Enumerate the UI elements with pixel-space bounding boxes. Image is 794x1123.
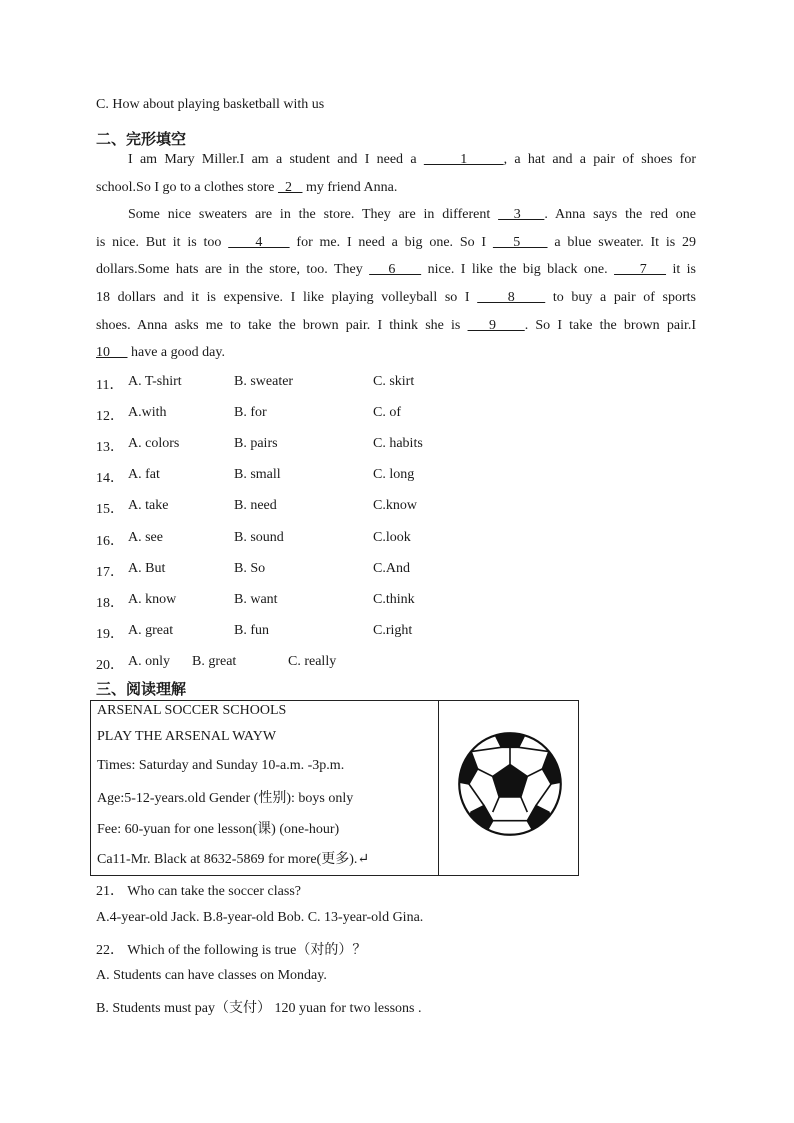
question-21-stem: 21． Who can take the soccer class? bbox=[96, 884, 301, 899]
question-11-option-b[interactable]: B. sweater bbox=[234, 374, 294, 389]
blank-3[interactable]: 3 bbox=[498, 207, 545, 222]
question-11-option-c[interactable]: C. skirt bbox=[373, 374, 415, 389]
question-19-number: 19． bbox=[96, 627, 124, 642]
question-18-number: 18． bbox=[96, 596, 124, 611]
question-18-option-c[interactable]: C.think bbox=[373, 592, 415, 607]
question-20-option-b[interactable]: B. great bbox=[192, 654, 237, 669]
ad-line-4: Age:5-12-years.old Gender (性别): boys only bbox=[97, 791, 354, 806]
question-13-option-a[interactable]: A. colors bbox=[128, 436, 180, 451]
question-20-option-a[interactable]: A. only bbox=[128, 654, 170, 669]
question-10-option-c: C. How about playing basketball with us bbox=[96, 97, 325, 112]
soccer-ball-icon bbox=[456, 730, 564, 838]
question-16-option-a[interactable]: A. see bbox=[128, 530, 163, 545]
passage-line-8: 10 have a good day. bbox=[96, 345, 225, 360]
section-reading-heading: 三、阅读理解 bbox=[96, 680, 187, 698]
ad-line-5: Fee: 60-yuan for one lesson(课) (one-hour) bbox=[97, 822, 340, 837]
question-20-number: 20． bbox=[96, 658, 124, 673]
ad-line-2: PLAY THE ARSENAL WAYW bbox=[97, 729, 277, 744]
question-13-number: 13． bbox=[96, 440, 124, 455]
blank-8[interactable]: 8 bbox=[477, 290, 546, 305]
passage-line-2: school.So I go to a clothes store 2 my friend Anna. bbox=[96, 180, 398, 195]
question-22-option-a[interactable]: A. Students can have classes on Monday. bbox=[96, 968, 327, 983]
passage-line-4: is nice. But it is too 4 for me. I need a big one. So I 5 a blue sweater. It is 29 bbox=[96, 235, 697, 250]
blank-10[interactable]: 10 bbox=[96, 345, 110, 360]
question-22-stem: 22． Which of the following is true（对的）？ bbox=[96, 943, 367, 958]
question-17-option-c[interactable]: C.And bbox=[373, 561, 410, 576]
question-17-option-b[interactable]: B. So bbox=[234, 561, 266, 576]
question-18-option-a[interactable]: A. know bbox=[128, 592, 177, 607]
blank-5[interactable]: 5 bbox=[492, 235, 548, 250]
question-12-number: 12． bbox=[96, 409, 124, 424]
question-19-option-a[interactable]: A. great bbox=[128, 623, 174, 638]
question-18-option-b[interactable]: B. want bbox=[234, 592, 278, 607]
passage-line-1: I am Mary Miller.I am a student and I need a 1 , a hat and a pair of shoes for bbox=[128, 152, 697, 167]
question-12-option-a[interactable]: A.with bbox=[128, 405, 167, 420]
question-22-option-b[interactable]: B. Students must pay（支付） 120 yuan for two lessons . bbox=[96, 1001, 422, 1016]
blank-2[interactable]: 2 bbox=[277, 180, 303, 195]
passage-line-3: Some nice sweaters are in the store. They are in different 3 . Anna says the red one bbox=[128, 207, 697, 222]
question-16-number: 16． bbox=[96, 534, 124, 549]
question-20-option-c[interactable]: C. really bbox=[288, 654, 337, 669]
question-17-option-a[interactable]: A. But bbox=[128, 561, 166, 576]
passage-line-6: 18 dollars and it is expensive. I like playing volleyball so I 8 to buy a pair of sports bbox=[96, 290, 696, 305]
question-21-options[interactable]: A.4-year-old Jack. B.8-year-old Bob. C. 13-year-old Gina. bbox=[96, 910, 424, 925]
question-14-number: 14． bbox=[96, 471, 124, 486]
ad-line-1: ARSENAL SOCCER SCHOOLS bbox=[97, 703, 287, 718]
ad-line-6: Ca11-Mr. Black at 8632-5869 for more(更多).↵ bbox=[97, 852, 370, 867]
blank-6[interactable]: 6 bbox=[369, 262, 422, 277]
ad-line-3: Times: Saturday and Sunday 10-a.m. -3p.m. bbox=[97, 758, 345, 773]
blank-1[interactable]: 1 bbox=[423, 152, 504, 167]
question-11-option-a[interactable]: A. T-shirt bbox=[128, 374, 182, 389]
question-19-option-c[interactable]: C.right bbox=[373, 623, 413, 638]
question-17-number: 17． bbox=[96, 565, 124, 580]
question-13-option-c[interactable]: C. habits bbox=[373, 436, 423, 451]
question-16-option-c[interactable]: C.look bbox=[373, 530, 411, 545]
question-15-number: 15． bbox=[96, 502, 124, 517]
ad-divider bbox=[438, 701, 439, 875]
blank-7[interactable]: 7 bbox=[614, 262, 667, 277]
question-15-option-c[interactable]: C.know bbox=[373, 498, 417, 513]
question-19-option-b[interactable]: B. fun bbox=[234, 623, 269, 638]
question-14-option-c[interactable]: C. long bbox=[373, 467, 415, 482]
question-12-option-c[interactable]: C. of bbox=[373, 405, 401, 420]
blank-4[interactable]: 4 bbox=[228, 235, 290, 250]
question-12-option-b[interactable]: B. for bbox=[234, 405, 267, 420]
question-11-number: 11． bbox=[96, 378, 124, 393]
question-14-option-a[interactable]: A. fat bbox=[128, 467, 160, 482]
passage-line-7: shoes. Anna asks me to take the brown pair. I think she is 9 . So I take the brown pair.I bbox=[96, 318, 697, 333]
blank-9[interactable]: 9 bbox=[467, 318, 525, 333]
question-16-option-b[interactable]: B. sound bbox=[234, 530, 284, 545]
question-14-option-b[interactable]: B. small bbox=[234, 467, 281, 482]
question-13-option-b[interactable]: B. pairs bbox=[234, 436, 278, 451]
passage-line-5: dollars.Some hats are in the store, too. They 6 nice. I like the big black one. 7 it is bbox=[96, 262, 696, 277]
question-15-option-b[interactable]: B. need bbox=[234, 498, 277, 513]
question-15-option-a[interactable]: A. take bbox=[128, 498, 169, 513]
section-cloze-heading: 二、完形填空 bbox=[96, 130, 187, 148]
